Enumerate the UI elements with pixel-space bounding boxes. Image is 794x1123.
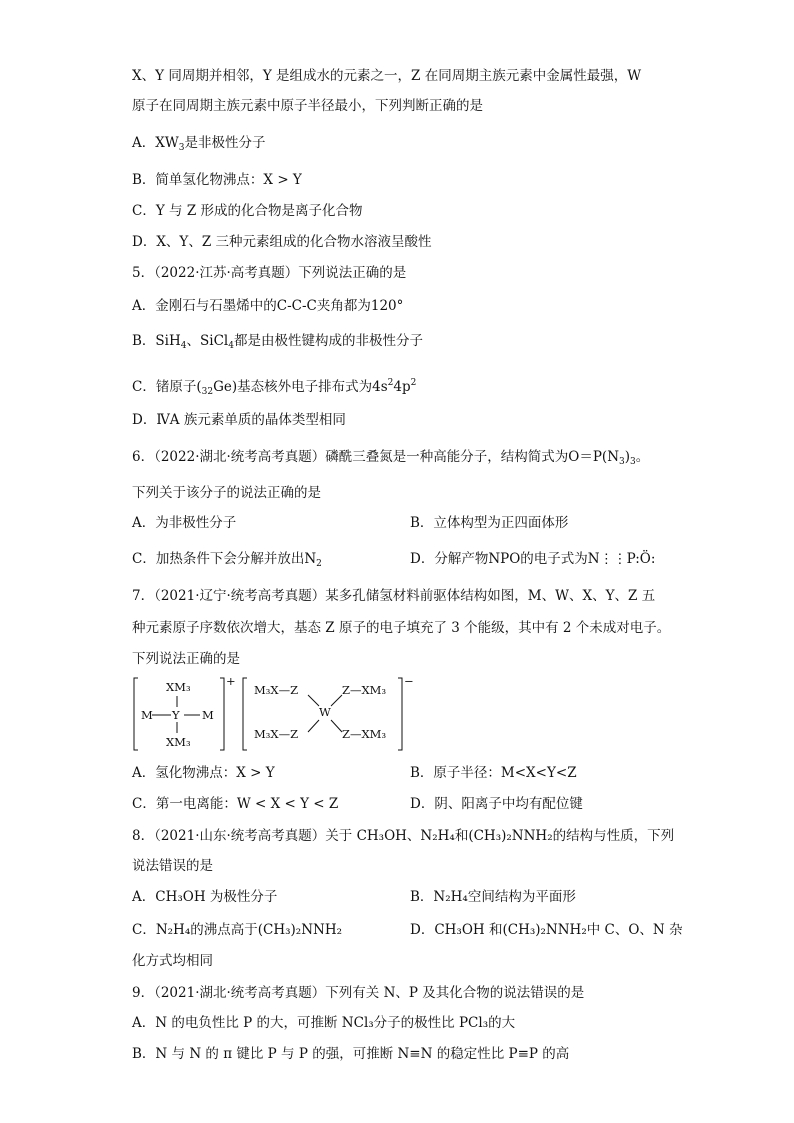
q8-stem-line2: 说法错误的是 [132, 858, 213, 874]
cation-right-atom: M [202, 708, 214, 722]
anion-charge: − [404, 674, 414, 688]
q7-stem-line2: 种元素原子序数依次增大，基态 Z 原子的电子填充了 3 个能级，其中有 2 个未成对电子。 [132, 620, 671, 636]
q8-option-c: C．N₂H₄的沸点高于(CH₃)₂NNH₂ [132, 922, 343, 938]
cation-charge: + [226, 674, 236, 688]
cation-top-group: XM₃ [166, 680, 191, 694]
q8-option-a: A．CH₃OH 为极性分子 [132, 889, 278, 905]
anion-center-atom: W [319, 705, 331, 719]
q4-option-c: C．Y 与 Z 形成的化合物是离子化合物 [132, 203, 363, 219]
cation-bottom-group: XM₃ [166, 735, 191, 749]
q8-stem-line1: 8．（2021·山东·统考高考真题）关于 CH₃OH、N₂H₄和(CH₃)₂NNH₂的结构与性质，下列 [132, 828, 675, 844]
q4-option-d: D．X、Y、Z 三种元素组成的化合物水溶液呈酸性 [132, 234, 432, 250]
q7-stem-line3: 下列说法正确的是 [132, 651, 240, 667]
q6-option-a: A．为非极性分子 [132, 515, 237, 531]
q5-option-a: A．金刚石与石墨烯中的C-C-C夹角都为120° [132, 298, 404, 314]
q6-option-c: C．加热条件下会分解并放出$N_2$ [132, 551, 322, 569]
q7-option-b: B．原子半径：M<X<Y<Z [410, 765, 577, 781]
q8-option-b: B．N₂H₄空间结构为平面形 [410, 889, 576, 905]
q4-stem-line1: X、Y 同周期并相邻，Y 是组成水的元素之一，Z 在同周期主族元素中金属性最强，W [132, 68, 642, 84]
q5-stem: 5．（2022·江苏·高考真题）下列说法正确的是 [132, 265, 407, 281]
q8-option-d: D．CH₃OH 和(CH₃)₂NNH₂中 C、O、N 杂 [410, 922, 683, 938]
anion-bottom-right-group: Z—XM₃ [342, 727, 387, 741]
q5-option-d: D．ⅣA 族元素单质的晶体类型相同 [132, 412, 346, 428]
q6-stem-line1: 6．（2022·湖北·统考高考真题）磷酰三叠氮是一种高能分子，结构简式为$O=P(N_3)_3$。 [132, 449, 650, 467]
q6-stem-line2: 下列关于该分子的说法正确的是 [132, 485, 321, 501]
q9-stem: 9．（2021·湖北·统考高考真题）下列有关 N、P 及其化合物的说法错误的是 [132, 985, 585, 1001]
q4-option-a: A．$XW_3$是非极性分子 [132, 135, 266, 153]
anion-top-right-group: Z—XM₃ [342, 683, 387, 697]
q4-option-b: B．简单氢化物沸点：X > Y [132, 172, 302, 188]
q7-stem-line1: 7．（2021·辽宁·统考高考真题）某多孔储氢材料前驱体结构如图，M、W、X、Y、Z 五 [132, 588, 656, 604]
anion-bottom-left-group: M₃X—Z [254, 727, 299, 741]
q5-option-c: C．锗原子$(_{32}Ge)$基态核外电子排布式为$4s^24p^2$ [132, 378, 417, 397]
cation-center-atom: Y [172, 708, 180, 722]
q4-stem-line2: 原子在同周期主族元素中原子半径最小，下列判断正确的是 [132, 98, 483, 114]
q7-option-c: C．第一电离能：W < X < Y < Z [132, 796, 339, 812]
q9-option-a: A．N 的电负性比 P 的大，可推断 NCl₃分子的极性比 PCl₃的大 [132, 1015, 516, 1031]
q7-option-a: A．氢化物沸点：X > Y [132, 765, 275, 781]
q7-structure-diagram [132, 674, 432, 754]
anion-top-left-group: M₃X—Z [254, 683, 299, 697]
q6-option-b: B．立体构型为正四面体形 [410, 515, 569, 531]
q5-option-b: B．SiH$_4$、SiCl$_4$都是由极性键构成的非极性分子 [132, 333, 423, 351]
q8-option-d-continued: 化方式均相同 [132, 953, 213, 969]
cation-left-atom: M [141, 708, 153, 722]
q7-option-d: D．阴、阳离子中均有配位键 [410, 796, 583, 812]
q6-option-d: D．分解产物NPO的电子式为N⋮⋮P:Ö: [410, 551, 656, 567]
q9-option-b: B．N 与 N 的 π 键比 P 与 P 的强，可推断 N≡N 的稳定性比 P≡P 的高 [132, 1046, 570, 1062]
